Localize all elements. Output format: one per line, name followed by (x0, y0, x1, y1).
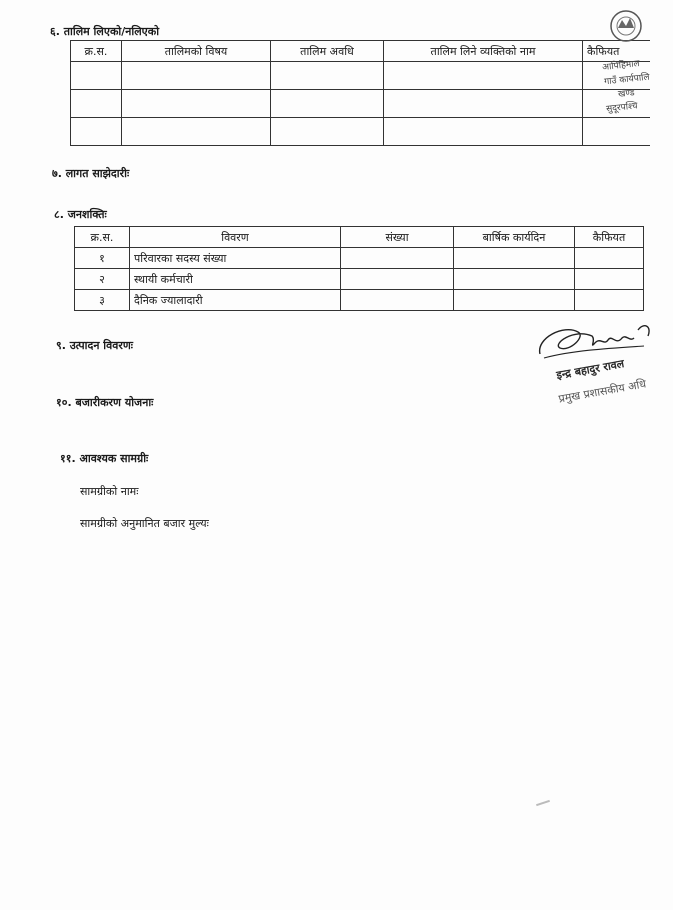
training-table (70, 40, 650, 146)
material-price-label: सामग्रीको अनुमानित बजार मुल्यः (80, 517, 209, 530)
col-duration-header: तालिम अवधि (271, 41, 384, 62)
table-row (71, 90, 651, 118)
row-description: परिवारका सदस्य संख्या (130, 248, 341, 269)
section-materials-title: ११. आवश्यक सामग्रीः (60, 452, 149, 465)
stamp-line: सुदूरपश्चि (605, 101, 639, 115)
row-sn: १ (75, 248, 130, 269)
table-header-row (75, 227, 644, 248)
table-header-row (71, 41, 651, 62)
row-sn: २ (75, 269, 130, 290)
section-production-title: ९. उत्पादन विवरणः (56, 339, 134, 352)
col-remarks-header: कैफियत (575, 227, 644, 248)
section-marketing-title: १०. बजारीकरण योजनाः (56, 396, 154, 409)
col-workdays-header: बार्षिक कार्यदिन (454, 227, 575, 248)
stamp-line: गाउँ कार्यपालि (603, 72, 651, 88)
section-manpower-title: ८. जनशक्तिः (54, 208, 107, 221)
col-count-header: संख्या (341, 227, 454, 248)
material-name-label: सामग्रीको नामः (80, 485, 139, 498)
col-sn-header: क्र.स. (71, 41, 122, 62)
row-description: दैनिक ज्यालादारी (130, 290, 341, 311)
col-description-header: विवरण (130, 227, 341, 248)
table-row (75, 248, 644, 269)
table-row (71, 118, 651, 146)
table-row (75, 290, 644, 311)
scan-mark (536, 800, 550, 806)
manpower-table (74, 226, 644, 311)
col-trainee-header: तालिम लिने व्यक्तिको नाम (384, 41, 583, 62)
signatory-designation: प्रमुख प्रशासकीय अधि (557, 377, 648, 406)
table-row (71, 62, 651, 90)
signatory-name: इन्द्र बहादुर रावल (555, 357, 626, 382)
col-remarks-header: कैफियत (583, 41, 651, 62)
stamp-line: खण्ड (617, 88, 636, 100)
section-training-title: ६. तालिम लिएको/नलिएको (50, 25, 160, 38)
table-row (75, 269, 644, 290)
col-subject-header: तालिमको विषय (122, 41, 271, 62)
row-description: स्थायी कर्मचारी (130, 269, 341, 290)
section-cost-sharing-title: ७. लागत साझेदारीः (52, 167, 130, 180)
col-sn-header: क्र.स. (75, 227, 130, 248)
row-sn: ३ (75, 290, 130, 311)
stamp-line: आपिहिमाल (601, 59, 641, 73)
office-stamp-icon (604, 6, 654, 46)
